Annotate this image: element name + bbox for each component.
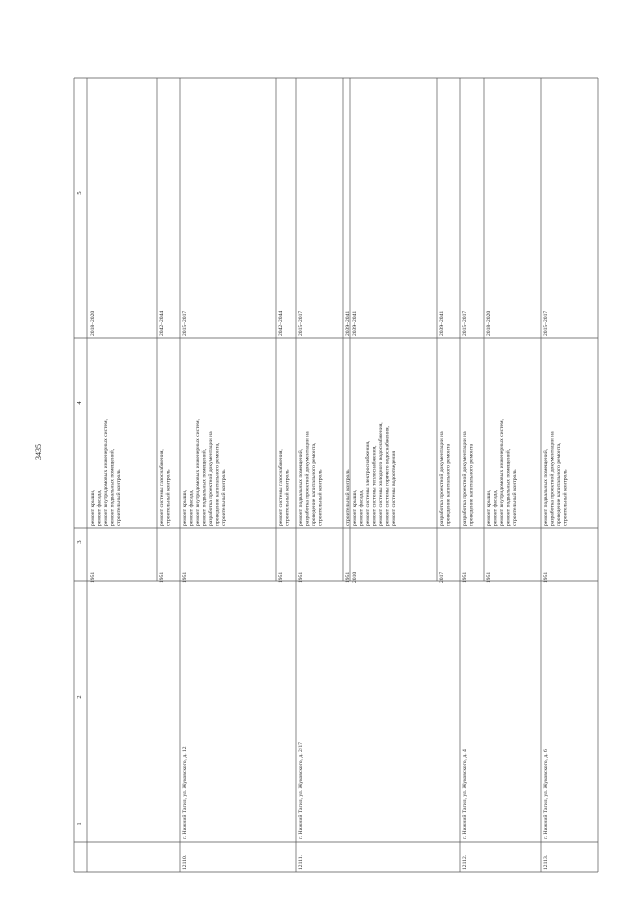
work-item: проведение капитального ремонта, (556, 442, 562, 526)
commissioning-year: 2010 (352, 571, 358, 583)
house-address: г. Нижний Тагил, ул. Жуковского, д. 6 (543, 749, 549, 839)
work-item: ремонт системы холодного водоснабжения, (378, 422, 384, 526)
planned-period: 2039–2041 (439, 310, 445, 336)
commissioning-year: 1951 (278, 571, 284, 583)
header-col-5: 5 (76, 191, 83, 195)
commissioning-year: 2017 (439, 571, 445, 583)
work-item: ремонт подвальных помещений, (201, 448, 208, 526)
work-item: разработка проектной документации на (304, 431, 311, 526)
work-item: ремонт фасада, (492, 489, 499, 526)
work-item: ремонт системы теплоснабжения, (371, 445, 378, 526)
work-item: разработка проектной документации на (208, 431, 214, 526)
commissioning-year: 1951 (543, 571, 549, 583)
house-address: г. Нижний Тагил, ул. Жуковского, д. 2/17 (298, 742, 304, 839)
table-grid (74, 78, 598, 872)
planned-period: 2018–2020 (90, 310, 96, 336)
planned-period: 2015–2017 (182, 310, 188, 336)
work-item: ремонт подвальных помещений, (109, 448, 116, 526)
commissioning-year: 1951 (298, 571, 304, 583)
planned-period: 2015–2017 (543, 310, 549, 336)
work-item: ремонт крыши, (182, 489, 188, 526)
work-item: строительный контроль (221, 469, 227, 526)
work-item: строительный контроль (317, 469, 324, 526)
planned-period: 2015–2017 (298, 310, 304, 336)
table-row (181, 311, 227, 870)
work-item: ремонт внутридомовых инженерных систем, (195, 419, 201, 526)
works-table (74, 78, 598, 872)
commissioning-year: 1951 (345, 571, 351, 583)
work-item: строительный контроль (345, 469, 351, 526)
table-row (158, 311, 172, 583)
table-row (542, 311, 569, 870)
table-row (297, 311, 324, 870)
work-item: разработка проектной документации на (462, 431, 468, 526)
house-address: г. Нижний Тагил, ул. Жуковского, д. 12 (182, 746, 188, 839)
work-item: ремонт системы горячего водоснабжения, (384, 426, 391, 526)
work-item: ремонт крыши, (90, 489, 96, 526)
work-item: ремонт системы водоотведения (391, 451, 397, 526)
planned-period: 2042–2044 (159, 310, 165, 336)
work-item: ремонт крыши, (352, 489, 358, 526)
work-item: ремонт подвальных помещений, (543, 448, 549, 526)
table-row (90, 311, 122, 583)
work-item: ремонт внутридомовых инженерных систем, (103, 419, 109, 526)
planned-period: 2039–2041 (345, 310, 351, 336)
commissioning-year: 1951 (462, 571, 468, 583)
row-number: 12111. (298, 855, 304, 870)
work-item: ремонт системы электроснабжения, (365, 440, 371, 526)
work-item: проведение капитального ремонта, (311, 442, 317, 526)
work-item: ремонт подвальных помещений, (298, 448, 304, 526)
planned-period: 2042–2044 (278, 310, 284, 336)
work-item: ремонт подвальных помещений, (505, 448, 512, 526)
house-address: г. Нижний Тагил, ул. Жуковского, д. 4 (462, 749, 468, 839)
commissioning-year: 1951 (486, 571, 492, 583)
table-body (90, 311, 569, 870)
table-row (461, 311, 475, 870)
row-number: 12110. (182, 854, 188, 870)
work-item: разработка проектной документации на (439, 431, 445, 526)
commissioning-year: 1951 (159, 571, 165, 583)
commissioning-year: 1951 (182, 571, 188, 583)
row-number: 12113. (543, 854, 549, 870)
work-item: ремонт внутридомовых инженерных систем, (499, 419, 505, 526)
page-number: 3435 (34, 444, 43, 460)
planned-period: 2039–2041 (352, 310, 358, 336)
work-item: ремонт фасада, (96, 489, 103, 526)
table-row (352, 311, 397, 583)
table-header (76, 191, 83, 825)
work-item: проведение капитального ремонта (468, 444, 475, 526)
table-row (277, 311, 291, 583)
work-item: строительный контроль (512, 469, 518, 526)
work-item: ремонт системы газоснабжения, (278, 449, 284, 526)
work-item: строительный контроль (562, 469, 569, 526)
work-item: ремонт фасада, (358, 489, 365, 526)
header-col-1: 1 (76, 822, 83, 826)
table-row (438, 311, 452, 583)
row-number: 12112. (462, 854, 468, 870)
planned-period: 2018–2020 (486, 310, 492, 336)
header-col-4: 4 (76, 401, 83, 405)
work-item: ремонт крыши, (486, 489, 492, 526)
work-item: строительный контроль (284, 469, 291, 526)
planned-period: 2015–2017 (462, 310, 468, 336)
work-item: строительный контроль (165, 469, 172, 526)
table-row (486, 311, 518, 583)
header-col-2: 2 (76, 695, 83, 699)
header-col-3: 3 (76, 540, 83, 544)
work-item: ремонт системы газоснабжения, (159, 449, 165, 526)
commissioning-year: 1951 (90, 571, 96, 583)
work-item: проведение капитального ремонта (445, 444, 452, 526)
work-item: проведение капитального ремонта, (214, 442, 221, 526)
work-item: разработка проектной документации на (549, 431, 556, 526)
work-item: ремонт фасада, (188, 489, 195, 526)
work-item: строительный контроль (116, 469, 122, 526)
